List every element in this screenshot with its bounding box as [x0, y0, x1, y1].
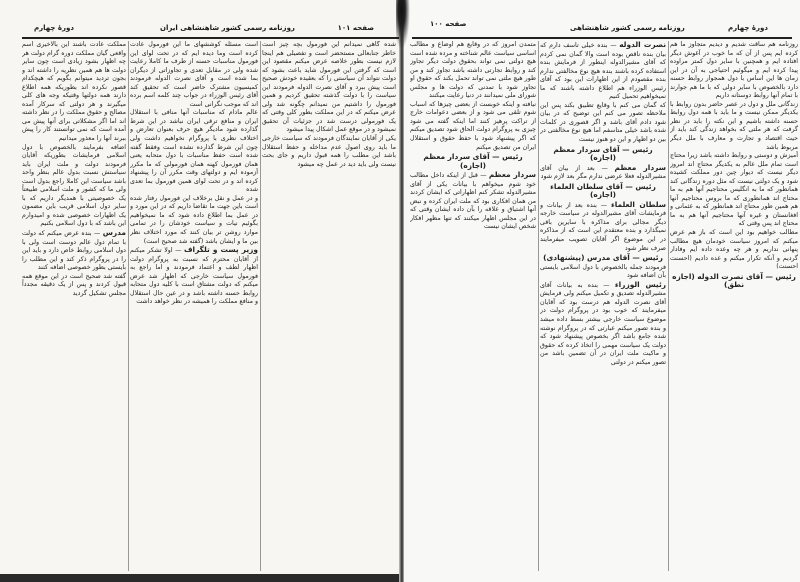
speaker-paragraph: نصرت الدوله — بنده خیلی تاسف دارم که بیان بنده ناقص بوده است والا گمان نمی کردم که آقای مشیرالدوله اینطور از فرمایش بنده استفاده کرده باشند بنده هیچ نوع مخالفتی ندارم بنده مقصودم از این اظهارات این بود که آقای رئیس الوزراء هم اطلاع داشته باشند که ما نمیخواهیم تحمیل کنیم — [540, 41, 666, 101]
left-header-rule — [22, 37, 400, 39]
chair-heading: رئیس — آقای نصرت الدوله (اجازه نطق) — [672, 271, 796, 290]
ink-smudge — [396, 0, 410, 50]
column-divider — [260, 41, 261, 571]
left-column-1 — [262, 41, 396, 571]
paragraph: روزنامه هم ساقت شدیم و دیدیم متجاوز ما هم کرده ایم پس از آن که ما خوب در آغوش دیگر افتاده ایم و همچنین با سایر دول کمتر مراوده پیدا کرده ایم و میگوئیم احتیاجی به آن در این زمان ها این اساس با دول همجوار روابط حسنه دارد بالخصوص با سایر دولی که با ما هم جوارند با تمام آنها روابط دوستانه داریم — [670, 41, 798, 100]
right-issue-label: دورهٔ چهارم — [728, 24, 768, 32]
chair-heading: رئیس — آقای سردار معظم (اجازه) — [423, 152, 523, 170]
right-page — [402, 0, 800, 582]
left-column-2 — [130, 41, 258, 571]
left-page-header — [0, 24, 402, 36]
chair-heading: رئیس — آقای سردار معظم (اجازه) — [553, 144, 653, 163]
speaker-name: وزیر پست و تلگراف — [183, 245, 258, 255]
speaker-paragraph: مدرس — بنده عرض میکنم که دولت با تمام دول عالم دوست است ولی با دول اسلامی روابط خاص دارد و باید این را در پروگرام ذکر کند و این مطلب را بایستی بطور خصوصی اضافه کنند — [22, 228, 126, 272]
chair-heading: رئیس — آقای سلطان العلماء (اجازه) — [550, 181, 656, 200]
paragraph: مطالب خواهیم بود این است که باز هم عرض میکنم که امروز سیاست خودمان هیچ مطالب پنهانی نداریم و هر چه وعده داده ایم وفادار گردیم و آنکه تکرار میکنم و عده دادیم (احسنت احسنت) — [670, 229, 798, 271]
right-column-1 — [670, 41, 798, 571]
speaker-name: رئیس الوزراء — [614, 279, 666, 289]
speaker-name: سردار معظم — [614, 162, 666, 172]
speaker-paragraph: سلطان العلماء — بنده بعد از بیانات و فرمایشات آقای مشیرالدوله در سیاست خارجه دیگر مجالی برای مذاکره با سایرین باقی نمیگذارد و بنده معتقدم این است که از مذاکره در این موضوع اگر آقایان تصویب میفرمایند صرف نظر شود — [540, 199, 666, 252]
paragraph: عالم مادام که مناسبات آنها منافی با استقلال ایران و منافع ترقی ایران نباشد در این شرط گذارده شود مادیگر هیچ حرف بعنوان تعارض و اختلاف نظری با پروگرام نخواهیم داشت ولی چون این شرط گذارده نشده است وفقط گفته شده است حفظ مناسبات با دول متحابه یعنی همان فورمول کهنه همان فورمولی که ما مکرر آزموده ایم و دولتهای وقت مکرر آن را پیشنهاد کرده اند و در تحت لوای همین فورمول بما تعدی شده — [130, 109, 258, 194]
speaker-paragraph: وزیر پست و تلگراف — اولا تشکر میکنم از آقایان محترم که نسبت به پروگرام دولت اظهار لطف و اعتماد فرمودند و اما راجع به فورمول سیاست خارجی که اظهار شد عرض میکنم که دولت مشتاق است با کلیه دول متحابه روابط حسنه داشته باشد و در عین حال استقلال و منافع مملکت را همیشه در نظر خواهد داشت — [130, 245, 258, 306]
left-gazette-title: روزنامه رسمی کشور شاهنشاهی ایران — [160, 24, 295, 32]
paragraph: متمدن امروز که در وقایع هم اوضاع و مطالب اساسی سیاست عالم شناخته و مرده شده است هیچ دولتی نمی تواند بحقوق دولت دیگر تجاوز کند و روابط تجارتی داشته باشد تجاوز کند و من طور هیچ ملتی نمی تواند تحمل بکند که حقوق او تجاوز شود با تمدنی که دولت ها و مجلس شورای ملی نمیدانند در دنیا رعایت میکنند — [410, 41, 536, 100]
paragraph: یکی از آقایان نمایندگان فرمودند که سیاست خارجی ما باید روی اصول عدم مداخله و حفظ استقلال باشد این مطلب را همه قبول داریم و جای بحث نیست ولی باید دید در عمل چه میشود — [262, 135, 396, 168]
speaker-paragraph: رئیس الوزراء — بنده به بیانات آقای مشیرالدوله تصدیق و تکمیل میکنم ولی فرمایش آقای نصرت الدوله هم درست بود که آقایان میفرمایند که خوب بود در پروگرام دولت در موضوع سیاست خارجی بیشتر بسط داده میشد و بنده تصور میکنم عبارتی که در پروگرام نوشته شده جامع باشد اگر بخصوص پیشنهاد شود که دولت یک سیاست مهمی را اتخاذ کرده که حقوق و ماکیت ملت ایران در آن تضمین باشد من تصور میکنم در دولتی — [540, 279, 666, 366]
right-column-2 — [540, 41, 666, 571]
right-header-rule — [412, 37, 792, 39]
right-gazette-title: روزنامه رسمی کشور شاهنشاهی — [570, 24, 685, 32]
paragraph: گفته شد صحیح است در این موقع همه قبول کردند و پس از یک دقیقه مجدداً مجلس تشکیل گردید — [22, 272, 126, 297]
column-divider — [538, 41, 539, 571]
chair-heading: رئیس — آقای مدرس (پیشنهادی) — [543, 253, 663, 263]
speaker-name: مدرس — [102, 228, 126, 238]
right-page-number: صفحه ۱۰۰ — [430, 20, 467, 28]
book-gutter — [399, 0, 404, 582]
paragraph: است مسئله کوششهای ما این فورمول عادت کرده است وما دیده ایم که در تحت لوای این فورمول مناسبات حسنه از طرف ما کاملا رعایت شده ولی در مقابل تعدی و تجاوزاتی از دیگران بما شده است و آقای نصرت الدوله فرمودند کمیسیون مشترک حاضر است که تحقیق کند آقای رئیس الوزراء در جواب چند کلمه اسم برده اند که موجب نگرانی است — [130, 41, 258, 108]
paragraph: زندگانی ملل و دول در عصر حاضر بدون روابط با یکدیگر ممکن نیست و ما باید با همه دول روابط حسنه داشته باشیم و این نکته را باید در نظر گرفت که هر ملتی که بخواهد زندگی کند باید از حیث اقتصاد و تجارت و معارف با ملل دیگر مربوط باشد — [670, 100, 798, 151]
speaker-name: سردار معظم — [488, 170, 536, 180]
paragraph: آمیزش و دوستی و روابط داشته باشد زیرا محتاج است تمام ملل عالم به یکدیگر محتاج اند امروز دیگر نیست که دیوار چین دور مملکت کشیده شود و یک دولتی نیست که مثل دوره زندگانی کند همانطور که ما به انگلیس محتاجیم آنها هم به ما محتاج اند همانطوری که ما بروس محتاجیم آنها هم همین طور محتاج اند همانطور که به عثمانی و افغانستان و غیره آنها محتاجیم آنها هم به ما محتاج اند پس وقتی که — [670, 152, 798, 228]
paragraph: مملکت عادت باشند این بالاخیری اسم واقعی گیان مملکت دوره گرام دولت هر چه اظهار بشود زیادی است چون سایر دولت ها هم همین نظریه را داشته اند و بجون تردید میتوانم بگویم که هیچکدام قصور نکرده اند بطوریکه همه اطلاع دارند همه دولتها وقتیکه وجه های کلی میگیرند و هر دولتی که سرکار آمده مصالح و حقوق مملکت را در نظر داشته اند اما اگر مشکلاتی برای آنها پیش می آمده است که نمی توانستند کار را پیش ببرند آنها را معذور میدانیم — [22, 41, 126, 143]
paragraph: فرمودند جمله بالخصوص با دول اسلامی بایستی بآن اضافه شود — [540, 263, 666, 280]
paragraph: و در عمل و نقل برخلاف این فورمول رفتار شده است باین جهت ما تقاضا داریم که در این مورد و در عمل بما اطلاع داده شود که ما نمیخواهیم بگوئیم نیات و سیاست خودشان را در تمامی موارد روشن تر بیان کنند که مورد اختلاف نظر بین ما و ایشان باشد (گفته شد صحیح است) — [130, 194, 258, 245]
paragraph: شده گاهی نمیدانم این فورمول بچه چیز است خاطر جنابعالی مستحضر است و تفصیلی هم اینجا لازم نیست بطور خلاصه عرض میکنم مقصود این است که گرفتن این فورمول شاید باعث بشود که دولت نتواند آن سیاستی را که بعقیده خودش صحیح است پیش ببرد و آقای نصرت الدوله فرمودند این سیاست را با دولت گذشته تحقیق کردیم و همین فورمول را داشتیم من نمیدانم چگونه شد ولی عرض میکنم که در این مملکت بطور کلی وقتی که یک فورمولی درست شد در جزئیات آن تحقیق نمیشود و در موقع عمل اشکال پیدا میشود — [262, 41, 396, 134]
right-page-header — [402, 20, 800, 36]
column-divider — [668, 41, 669, 571]
left-column-3 — [22, 41, 126, 563]
speaker-paragraph: سردار معظم — قبل از اینکه داخل مطالب خود شوم میخواهم با بیانات یکی از آقای مشیرالدوله تشکر کنم اظهاراتی که ایشان کردند من همان افکاری بود که ملت ایران کرده و نبض آنها اشتیاق و علاقه را بآن داده ایشان وقتی که در این مجلس اظهار میکنند که تنها مظهر افکار شخص ایشان نیست — [410, 170, 536, 231]
column-divider — [128, 41, 129, 571]
paragraph: اضافه بفرمایند بالخصوص با دول اسلامی فرمایشات بطوریکه آقایان فرمودند دولت و ملت ایران باید سیاستش نسبت بدول عالم بنظر واحد باشد سیاست این کاملا راجع بدول است ولی ما که کشور و ملت اسلامی طبیعتاً یک خصوصیتی با همدیگر داریم که با سایر دول اسلامی قریب باین مضمون یک اظهارات خصوصی شده و امیدوارم این باشد که با دول اسلامی بکنیم — [22, 143, 126, 228]
speaker-name: نصرت الدوله — [619, 41, 666, 49]
left-page-number: صفحه ۱۰۱ — [337, 24, 374, 32]
speaker-paragraph: سردار معظم — بعد از بیان آقای مشیرالدوله فعلا عرضی ندارم مگر بعد لازم شود — [540, 162, 666, 181]
right-column-3 — [410, 41, 536, 571]
left-issue-label: دورهٔ چهارم — [34, 24, 74, 32]
scan-edge-shadow — [0, 574, 402, 582]
paragraph: نیافته و اینکه خوبست از بعضی چیزها که اسباب شوم تلقی می شود و از بعضی دعوامات خارج از تراکت پرهیز کنند اما اینکه گفته می شود چیزی به پروگرام دولت الحاق شود تصدیق میکنم که اگر پیشنهاد شود با حفظ حقوق و استقلال ایران من تصدیق میکنم — [410, 100, 536, 151]
paragraph: که گمان می کنم با وقایع تطبیق بکند پس این ملاحظه تصور می کنم این توضیح که در بیان شود دادم آقای باشد و اگر قصوری در کلمات شده باشد خیلی متاسفم اما هیچ نوع مخالفتی در بین دو اظهار و این دو هنوز نیست — [540, 101, 666, 144]
speaker-name: سلطان العلماء — [610, 199, 666, 209]
